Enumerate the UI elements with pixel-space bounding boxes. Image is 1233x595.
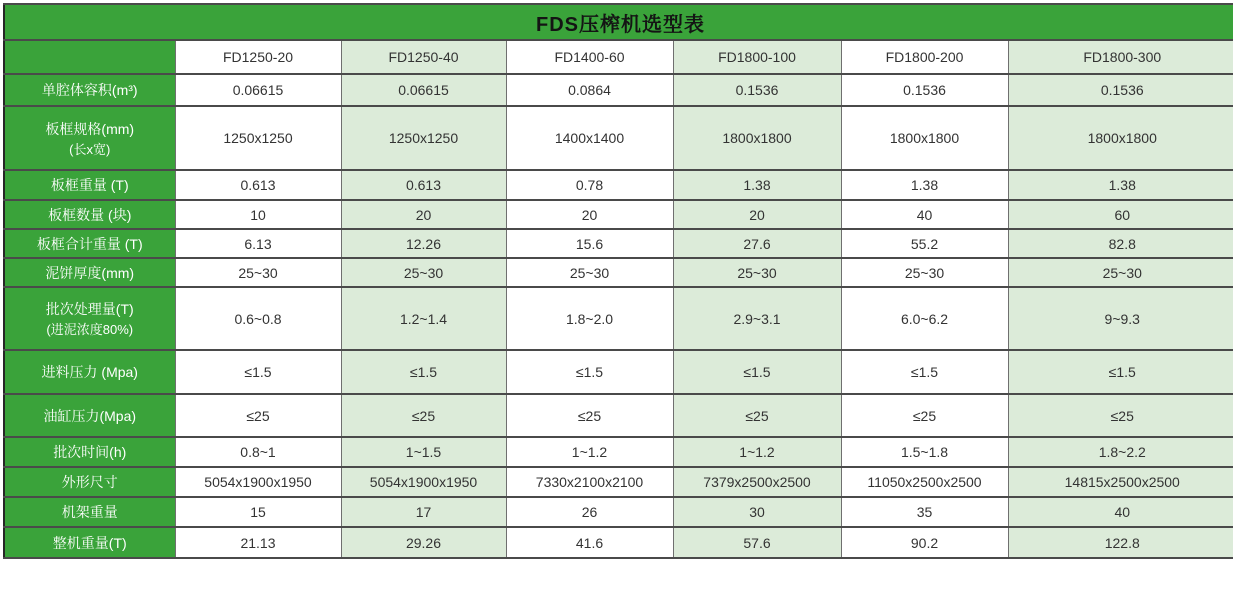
table-cell: 0.1536 (673, 74, 841, 106)
row-label-line1: 进料压力 (Mpa) (41, 364, 138, 380)
row-label-line1: 批次处理量(T) (45, 301, 134, 317)
row-label-line1: 板框数量 (块) (48, 206, 132, 223)
table-cell: 10 (175, 200, 341, 229)
row-label (4, 497, 175, 527)
table-cell: 11050x2500x2500 (841, 467, 1008, 497)
row-label (4, 258, 175, 287)
table-cell: 1.8~2.2 (1008, 437, 1233, 467)
fds-selection-table (3, 3, 1233, 559)
table-cell: 17 (341, 497, 506, 527)
table-cell: ≤1.5 (341, 350, 506, 394)
table-cell: 55.2 (841, 229, 1008, 258)
table-cell: 1400x1400 (506, 106, 673, 170)
table-cell: ≤1.5 (175, 350, 341, 394)
table-cell: 25~30 (673, 258, 841, 287)
row-label-line1: 单腔体容积(m³) (41, 82, 138, 98)
row-label (4, 437, 175, 467)
table-cell: 25~30 (175, 258, 341, 287)
table-cell: 0.78 (506, 170, 673, 200)
table-cell: 1250x1250 (175, 106, 341, 170)
column-header: FD1800-300 (1008, 40, 1233, 74)
table-cell: 1~1.2 (673, 437, 841, 467)
table-row (4, 258, 1233, 287)
table-cell: ≤1.5 (673, 350, 841, 394)
table-row (4, 437, 1233, 467)
table-cell: 0.8~1 (175, 437, 341, 467)
table-row (4, 497, 1233, 527)
table-cell: 0.06615 (175, 74, 341, 106)
table-cell: 35 (841, 497, 1008, 527)
column-header: FD1250-40 (341, 40, 506, 74)
table-cell: 2.9~3.1 (673, 287, 841, 350)
column-header: FD1400-60 (506, 40, 673, 74)
table-cell: ≤25 (506, 394, 673, 437)
row-label (4, 170, 175, 200)
table-cell: 20 (506, 200, 673, 229)
row-label-line1: 整机重量(T) (52, 534, 127, 551)
table-cell: ≤25 (1008, 394, 1233, 437)
table-cell: 57.6 (673, 527, 841, 558)
table-row (4, 170, 1233, 200)
column-header: FD1250-20 (175, 40, 341, 74)
table-cell: 26 (506, 497, 673, 527)
table-cell: 7330x2100x2100 (506, 467, 673, 497)
column-header: FD1800-200 (841, 40, 1008, 74)
table-cell: 60 (1008, 200, 1233, 229)
row-label (4, 394, 175, 437)
table-cell: 0.613 (341, 170, 506, 200)
table-cell: 1.38 (841, 170, 1008, 200)
table-cell: 40 (1008, 497, 1233, 527)
table-cell: ≤1.5 (506, 350, 673, 394)
table-cell: 90.2 (841, 527, 1008, 558)
table-row (4, 467, 1233, 497)
table-cell: 1800x1800 (673, 106, 841, 170)
table-cell: 0.1536 (1008, 74, 1233, 106)
table-row (4, 394, 1233, 437)
header-row (4, 40, 1233, 74)
table-cell: ≤25 (841, 394, 1008, 437)
table-cell: 1~1.2 (506, 437, 673, 467)
table-cell: 1.38 (673, 170, 841, 200)
table-cell: 25~30 (1008, 258, 1233, 287)
table-cell: 9~9.3 (1008, 287, 1233, 350)
table-cell: ≤25 (673, 394, 841, 437)
table-cell: 0.613 (175, 170, 341, 200)
table-cell: ≤25 (341, 394, 506, 437)
table-row (4, 74, 1233, 106)
table-cell: 1.38 (1008, 170, 1233, 200)
table-cell: 5054x1900x1950 (175, 467, 341, 497)
row-label (4, 527, 175, 558)
row-label-line1: 泥饼厚度(mm) (45, 264, 135, 281)
table-cell: 1800x1800 (841, 106, 1008, 170)
table-cell: 27.6 (673, 229, 841, 258)
table-cell: 40 (841, 200, 1008, 229)
table-row (4, 350, 1233, 394)
row-label (4, 200, 175, 229)
row-label-line1: 板框规格(mm) (45, 120, 135, 137)
table-row (4, 229, 1233, 258)
table-cell: 0.0864 (506, 74, 673, 106)
table-cell: 15.6 (506, 229, 673, 258)
column-header: FD1800-100 (673, 40, 841, 74)
table-cell: 14815x2500x2500 (1008, 467, 1233, 497)
table-cell: 0.06615 (341, 74, 506, 106)
table-cell: ≤1.5 (1008, 350, 1233, 394)
table-row (4, 106, 1233, 170)
table-row (4, 200, 1233, 229)
row-label-line1: 板框合计重量 (T) (36, 235, 143, 252)
row-label (4, 229, 175, 258)
row-label (4, 467, 175, 497)
row-label-line1: 机架重量 (61, 504, 118, 520)
table-cell: 6.0~6.2 (841, 287, 1008, 350)
table-cell: 30 (673, 497, 841, 527)
table-cell: 29.26 (341, 527, 506, 558)
page-title: FDS压榨机选型表 (4, 4, 1233, 40)
table-cell: 21.13 (175, 527, 341, 558)
table-cell: 0.1536 (841, 74, 1008, 106)
table-cell: 41.6 (506, 527, 673, 558)
table-row (4, 287, 1233, 350)
row-label-line1: 油缸压力(Mpa) (43, 407, 137, 424)
row-label-line1: 板框重量 (T) (50, 177, 129, 193)
table-cell: 15 (175, 497, 341, 527)
corner-cell (4, 40, 175, 74)
row-label-line1: 外形尺寸 (61, 474, 118, 490)
table-cell: 12.26 (341, 229, 506, 258)
table-cell: 25~30 (341, 258, 506, 287)
table-cell: ≤1.5 (841, 350, 1008, 394)
table-cell: 82.8 (1008, 229, 1233, 258)
table-cell: 7379x2500x2500 (673, 467, 841, 497)
table-row (4, 527, 1233, 558)
table-cell: 20 (341, 200, 506, 229)
title-row (4, 4, 1233, 40)
row-label-line2: (进泥浓度80%) (46, 322, 134, 337)
table-cell: 1250x1250 (341, 106, 506, 170)
table-cell: 1.5~1.8 (841, 437, 1008, 467)
row-label-line2: (长x宽) (69, 141, 111, 157)
table-cell: 25~30 (506, 258, 673, 287)
table-cell: 0.6~0.8 (175, 287, 341, 350)
table-cell: 122.8 (1008, 527, 1233, 558)
table-cell: ≤25 (175, 394, 341, 437)
row-label-line1: 批次时间(h) (53, 444, 127, 460)
table-cell: 5054x1900x1950 (341, 467, 506, 497)
table-cell: 1.2~1.4 (341, 287, 506, 350)
table-cell: 1800x1800 (1008, 106, 1233, 170)
row-label (4, 74, 175, 106)
table-cell: 1.8~2.0 (506, 287, 673, 350)
table-cell: 1~1.5 (341, 437, 506, 467)
row-label (4, 287, 175, 350)
table-cell: 20 (673, 200, 841, 229)
table-cell: 6.13 (175, 229, 341, 258)
table-cell: 25~30 (841, 258, 1008, 287)
row-label (4, 106, 175, 170)
row-label (4, 350, 175, 394)
